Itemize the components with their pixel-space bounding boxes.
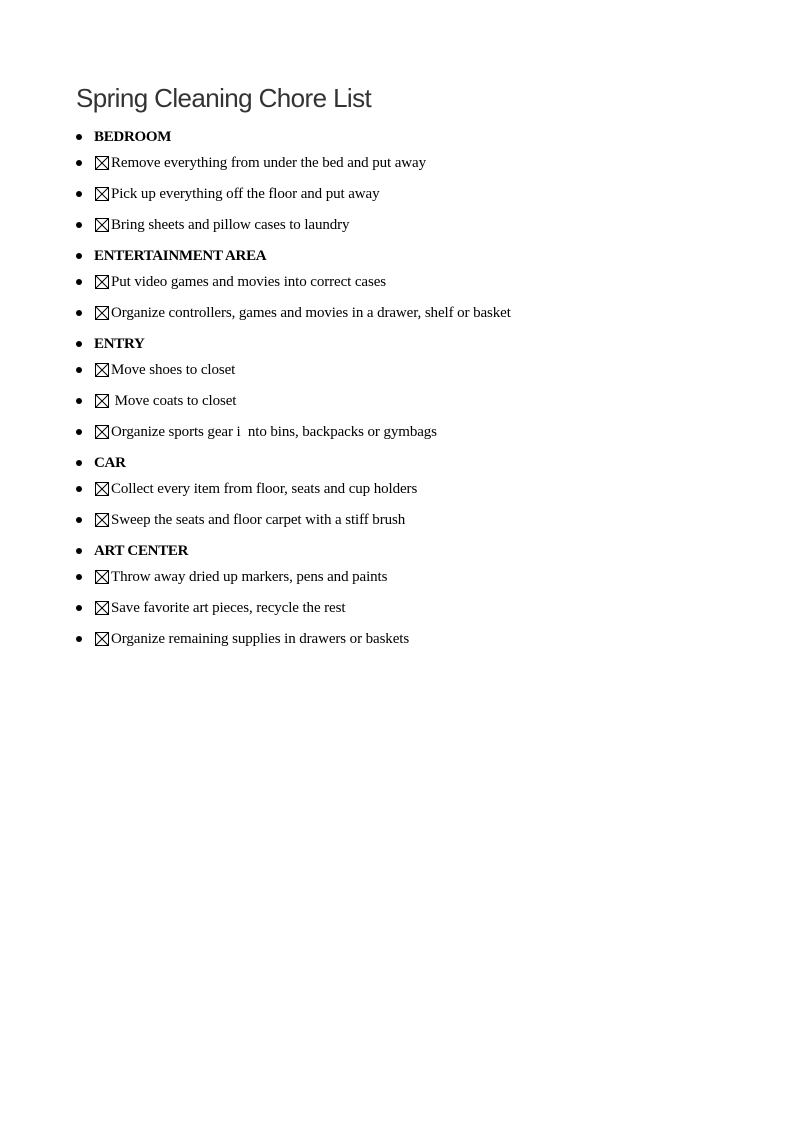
chore-item-label: Organize remaining supplies in drawers or baskets: [111, 631, 410, 647]
section-heading-label: ENTRY: [94, 336, 145, 352]
bullet-icon: [76, 574, 82, 580]
section-heading-label: ART CENTER: [94, 543, 189, 559]
chore-item-label: Organize sports gear i nto bins, backpacks or gymbags: [111, 424, 437, 440]
section-heading-entry: [76, 332, 736, 356]
section-heading-car: [76, 451, 736, 475]
bullet-icon: [76, 636, 82, 642]
page-title: Spring Cleaning Chore List: [76, 83, 372, 113]
checkbox-crossed-icon[interactable]: [94, 569, 110, 585]
checkbox-crossed-icon[interactable]: [94, 305, 110, 321]
section-heading-label: CAR: [94, 455, 126, 471]
bullet-icon: [76, 222, 82, 228]
bullet-icon: [76, 605, 82, 611]
chore-item[interactable]: [76, 270, 736, 294]
chore-item-label: Remove everything from under the bed and put away: [111, 155, 427, 171]
chore-item-label: Save favorite art pieces, recycle the rest: [111, 600, 346, 616]
bullet-icon: [76, 310, 82, 316]
chore-item-label: Move shoes to closet: [111, 362, 236, 378]
bullet-icon: [76, 367, 82, 373]
bullet-icon: [76, 279, 82, 285]
chore-item[interactable]: [76, 565, 736, 589]
checkbox-crossed-icon[interactable]: [94, 186, 110, 202]
chore-item-label: Collect every item from floor, seats and cup holders: [111, 481, 418, 497]
chore-item-label: Organize controllers, games and movies in a drawer, shelf or basket: [111, 305, 511, 321]
chore-item[interactable]: [76, 508, 736, 532]
checkbox-crossed-icon[interactable]: [94, 512, 110, 528]
checkbox-crossed-icon[interactable]: [94, 481, 110, 497]
checkbox-crossed-icon[interactable]: [94, 600, 110, 616]
chore-item-label: Sweep the seats and floor carpet with a stiff brush: [111, 512, 406, 528]
checkbox-crossed-icon[interactable]: [94, 217, 110, 233]
checkbox-crossed-icon[interactable]: [94, 631, 110, 647]
checkbox-crossed-icon[interactable]: [94, 274, 110, 290]
chore-item-label: Bring sheets and pillow cases to laundry: [111, 217, 350, 233]
checkbox-crossed-icon[interactable]: [94, 362, 110, 378]
checkbox-crossed-icon[interactable]: [94, 393, 110, 409]
checkbox-crossed-icon[interactable]: [94, 424, 110, 440]
chore-item[interactable]: [76, 477, 736, 501]
chore-item-label: Put video games and movies into correct cases: [111, 274, 387, 290]
chore-item-label: Pick up everything off the floor and put away: [111, 186, 380, 202]
section-heading-label: BEDROOM: [94, 129, 172, 145]
chore-item[interactable]: [76, 301, 736, 325]
bullet-icon: [76, 341, 82, 347]
chore-item[interactable]: [76, 596, 736, 620]
section-heading-art-center: [76, 539, 736, 563]
section-heading-bedroom: [76, 125, 736, 149]
section-heading-label: ENTERTAINMENT AREA: [94, 248, 267, 264]
chore-item[interactable]: [76, 151, 736, 175]
bullet-icon: [76, 160, 82, 166]
chore-item-label: Move coats to closet: [111, 393, 237, 409]
bullet-icon: [76, 486, 82, 492]
bullet-icon: [76, 134, 82, 140]
chore-item[interactable]: [76, 389, 736, 413]
bullet-icon: [76, 460, 82, 466]
section-heading-entertainment-area: [76, 244, 736, 268]
bullet-icon: [76, 517, 82, 523]
chore-item[interactable]: [76, 358, 736, 382]
chore-item[interactable]: [76, 420, 736, 444]
checkbox-crossed-icon[interactable]: [94, 155, 110, 171]
bullet-icon: [76, 548, 82, 554]
bullet-icon: [76, 429, 82, 435]
chore-item[interactable]: [76, 182, 736, 206]
bullet-icon: [76, 398, 82, 404]
bullet-icon: [76, 191, 82, 197]
chore-item-label: Throw away dried up markers, pens and paints: [111, 569, 388, 585]
chore-item[interactable]: [76, 213, 736, 237]
bullet-icon: [76, 253, 82, 259]
chore-item[interactable]: [76, 627, 736, 651]
